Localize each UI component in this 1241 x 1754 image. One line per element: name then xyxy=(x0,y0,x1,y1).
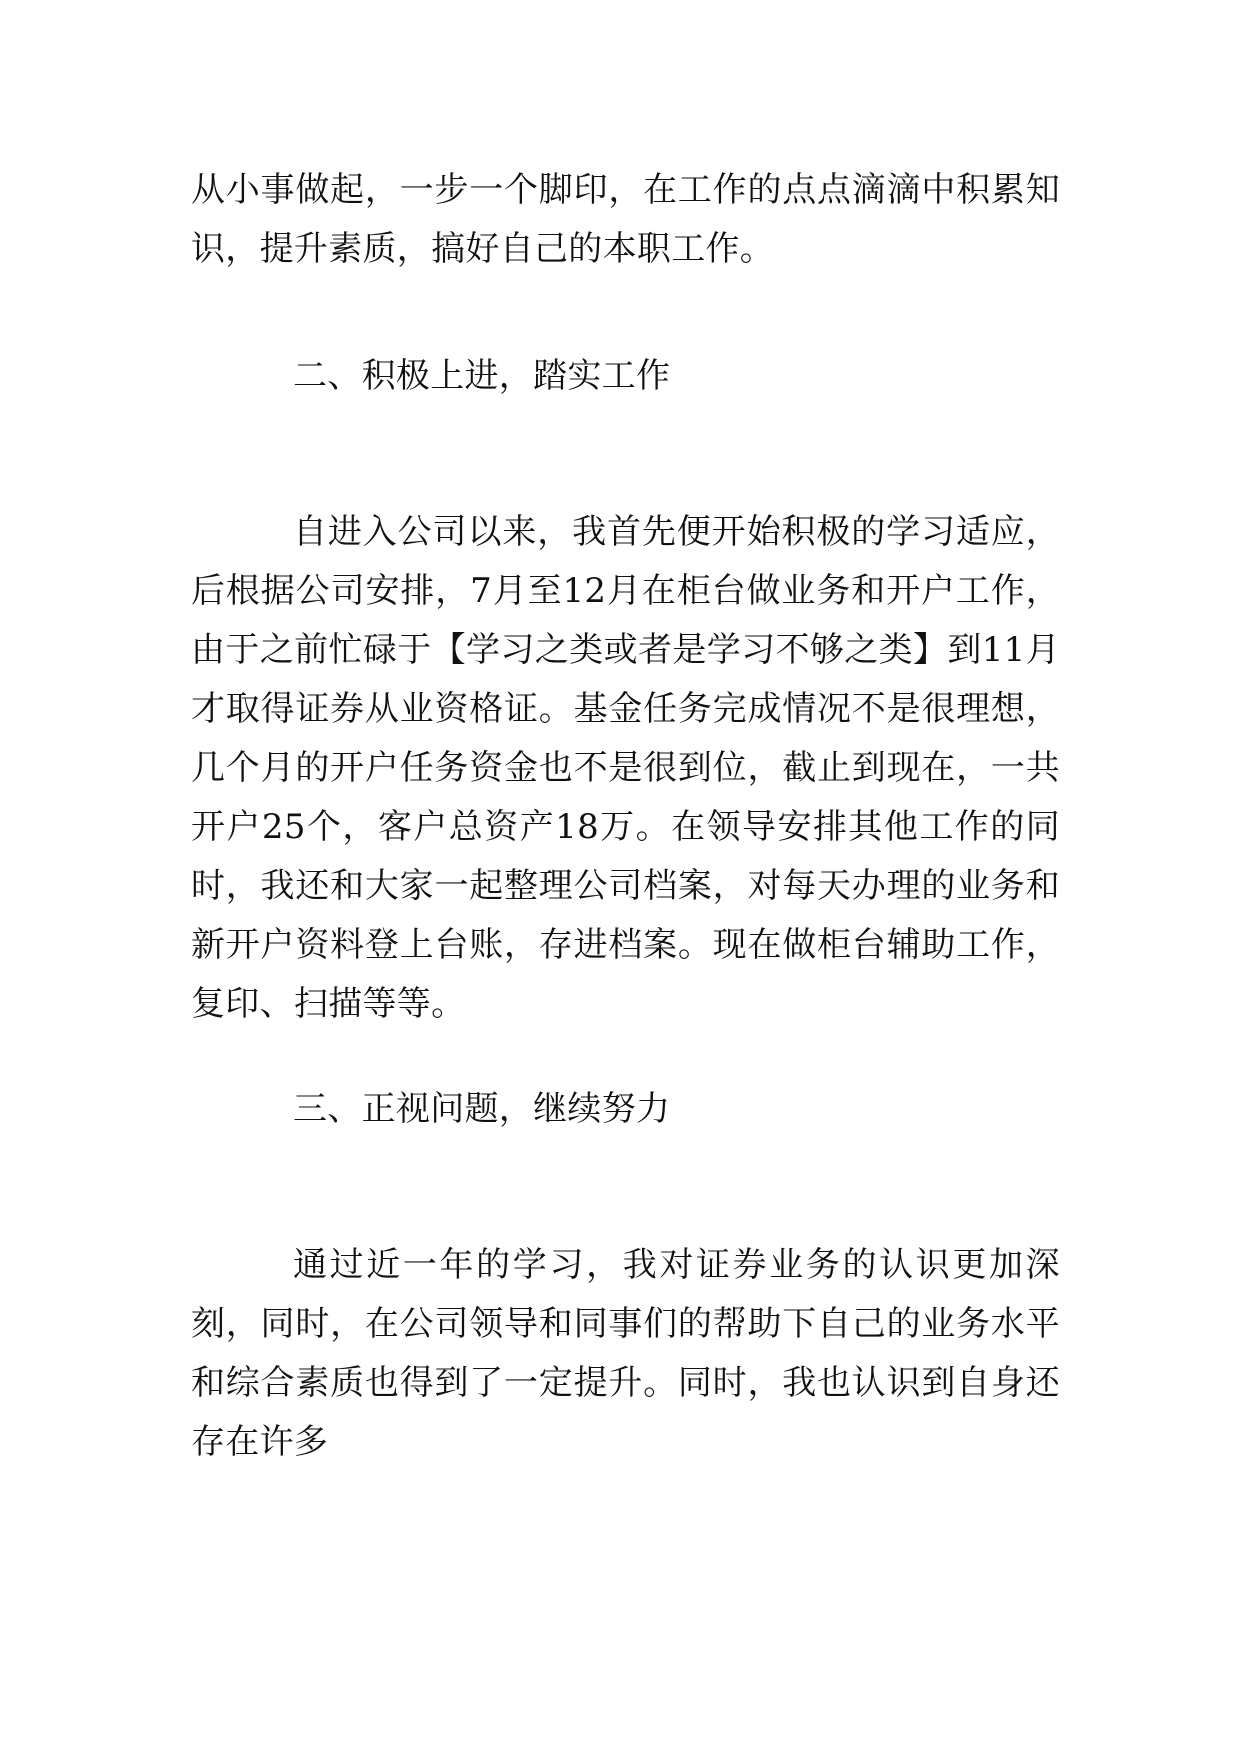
paragraph-section-3: 通过近一年的学习，我对证券业务的认识更加深刻，同时，在公司领导和同事们的帮助下自己的业务水平和综合素质也得到了一定提升。同时，我也认识到自身还存在许多 xyxy=(191,1245,1060,1462)
section-heading-2: 二、积极上进，踏实工作 xyxy=(293,356,671,396)
paragraph-section-2: 自进入公司以来，我首先便开始积极的学习适应，后根据公司安排，7月至12月在柜台做业务和开户工作，由于之前忙碌于【学习之类或者是学习不够之类】到11月才取得证券从业资格证。基金任务完成情况不是很理想，几个月的开户任务资金也不是很到位，截止到现在，一共开户25个，客户总资产18万。在领导安排其他工作的同时，我还和大家一起整理公司档案，对每天办理的业务和新开户资料登上台账，存进档案。现在做柜台辅助工作，复印、扫描等等。 xyxy=(191,512,1060,1024)
paragraph-continuation: 从小事做起，一步一个脚印，在工作的点点滴滴中积累知识，提升素质，搞好自己的本职工作。 xyxy=(191,170,1060,269)
section-heading-3: 三、正视问题，继续努力 xyxy=(293,1089,671,1129)
